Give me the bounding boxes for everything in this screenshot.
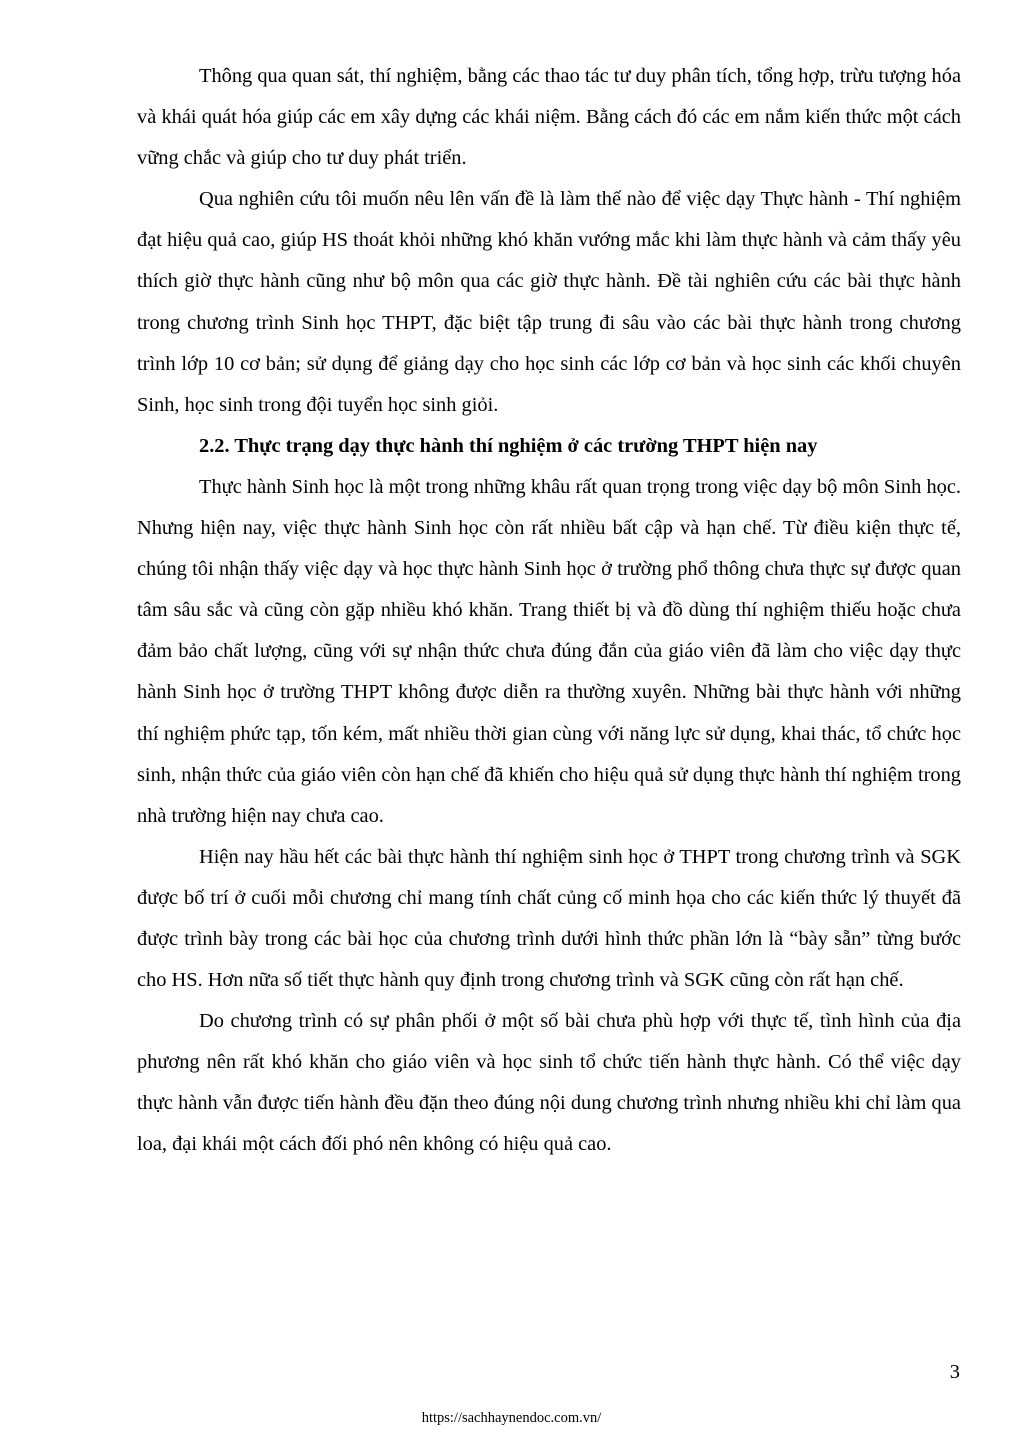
paragraph-section-1: Thực hành Sinh học là một trong những khâu rất quan trọng trong việc dạy bộ môn Sinh học. Nhưng hiện nay, việc thực hành Sinh học còn rất nhiều bất cập và hạn chế. Từ điều kiện thực tế, chúng tôi nhận thấy việc dạy và học thực hành Sinh học ở trường phổ thông chưa thực sự được quan tâm sâu sắc và cũng còn gặp nhiều khó khăn. Trang thiết bị và đồ dùng thí nghiệm thiếu hoặc chưa đảm bảo chất lượng, cũng với sự nhận thức chưa đúng đắn của giáo viên đã làm cho việc dạy thực hành Sinh học ở trường THPT không được diễn ra thường xuyên. Những bài thực hành với những thí nghiệm phức tạp, tốn kém, mất nhiều thời gian cùng với năng lực sử dụng, khai thác, tổ chức học sinh, nhận thức của giáo viên còn hạn chế đã khiến cho hiệu quả sử dụng thực hành thí nghiệm trong nhà trường hiện nay chưa cao. — [137, 475, 961, 827]
paragraph-intro-1: Thông qua quan sát, thí nghiệm, bằng các thao tác tư duy phân tích, tổng hợp, trừu tượng hóa và khái quát hóa giúp các em xây dựng các khái niệm. Bằng cách đó các em nắm kiến thức một cách vững chắc và giúp cho tư duy phát triển. — [137, 65, 961, 170]
document-body — [137, 56, 961, 1166]
section-heading: 2.2. Thực trạng dạy thực hành thí nghiệm ở các trường THPT hiện nay — [199, 434, 818, 457]
footer-url: https://sachhaynendoc.com.vn/ — [421, 1410, 602, 1426]
paragraph-section-2: Hiện nay hầu hết các bài thực hành thí nghiệm sinh học ở THPT trong chương trình và SGK được bố trí ở cuối mỗi chương chỉ mang tính chất củng cố minh họa cho các kiến thức lý thuyết đã được trình bày trong các bài học của chương trình dưới hình thức phần lớn là “bày sẵn” từng bước cho HS. Hơn nữa số tiết thực hành quy định trong chương trình và SGK cũng còn rất hạn chế. — [137, 845, 961, 992]
paragraph-section-3: Do chương trình có sự phân phối ở một số bài chưa phù hợp với thực tế, tình hình của địa phương nên rất khó khăn cho giáo viên và học sinh tổ chức tiến hành thực hành. Có thể việc dạy thực hành vẫn được tiến hành đều đặn theo đúng nội dung chương trình nhưng nhiều khi chỉ làm qua loa, đại khái một cách đối phó nên không có hiệu quả cao. — [137, 1010, 961, 1156]
paragraph-intro-2: Qua nghiên cứu tôi muốn nêu lên vấn đề là làm thế nào để việc dạy Thực hành - Thí nghiệm đạt hiệu quả cao, giúp HS thoát khỏi những khó khăn vướng mắc khi làm thực hành và cảm thấy yêu thích giờ thực hành cũng như bộ môn qua các giờ thực hành. Đề tài nghiên cứu các bài thực hành trong chương trình Sinh học THPT, đặc biệt tập trung đi sâu vào các bài thực hành trong chương trình lớp 10 cơ bản; sử dụng để giảng dạy cho học sinh các lớp cơ bản và học sinh các khối chuyên Sinh, học sinh trong đội tuyển học sinh giỏi. — [137, 188, 961, 416]
page-number: 3 — [949, 1361, 960, 1383]
